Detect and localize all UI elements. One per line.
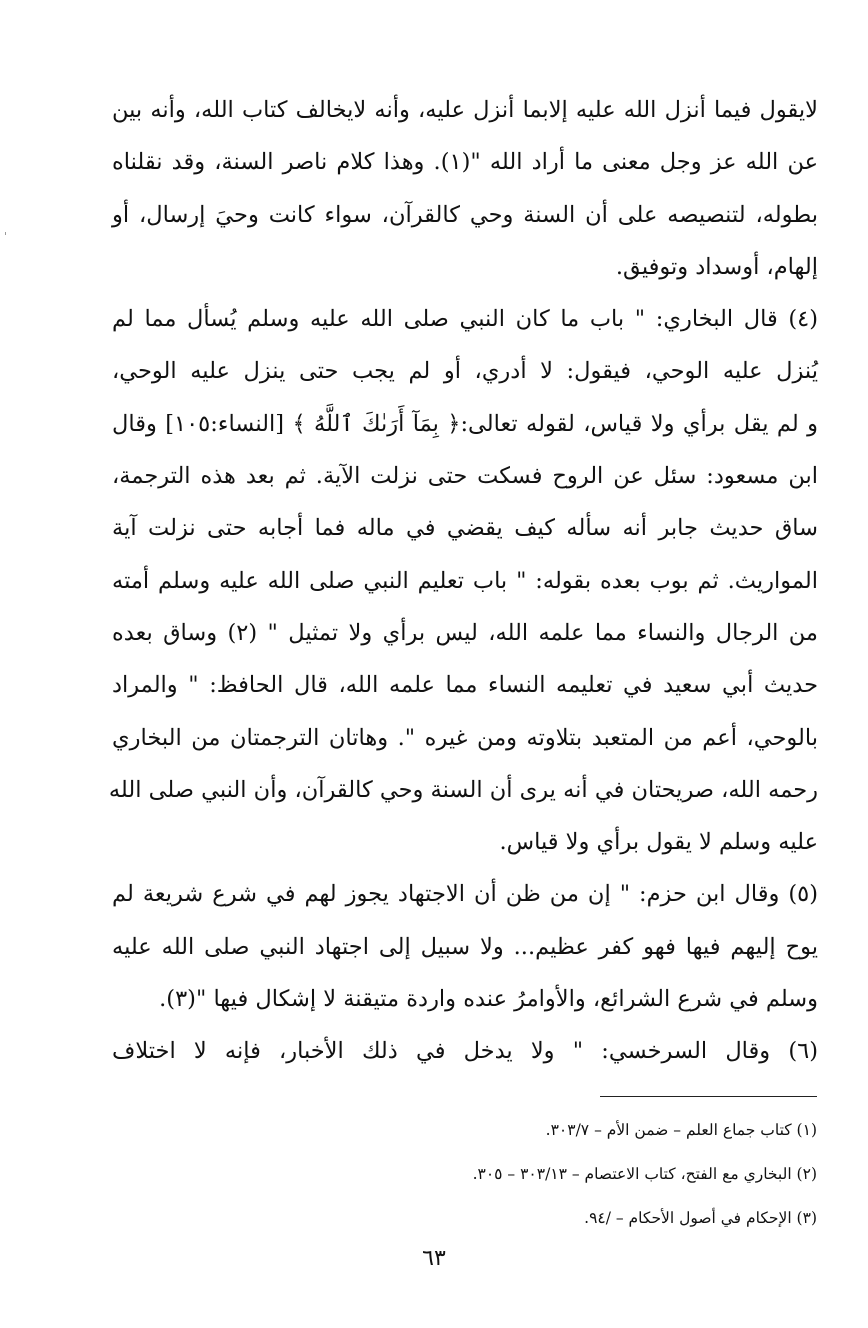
text-line: لايقول فيما أنزل الله عليه إلابما أنزل عليه، وأنه لايخالف كتاب الله، وأنه بين bbox=[112, 97, 818, 123]
text-line: (٦) وقال السرخسي: " ولا يدخل في ذلك الأخبار، فإنه لا اختلاف bbox=[112, 1038, 818, 1065]
text-line: يوح إليهم فيها فهو كفر عظيم... ولا سبيل إلى اجتهاد النبي صلى الله عليه bbox=[112, 933, 818, 960]
footnotes bbox=[300, 1108, 817, 1240]
margin-mark bbox=[5, 232, 6, 235]
text-line: من الرجال والنساء مما علمه الله، ليس برأي ولا تمثيل " (٢) وساق بعده bbox=[112, 619, 818, 646]
text-line: إلهام، أوسداد وتوفيق. bbox=[615, 253, 818, 280]
text-line: عن الله عز وجل معنى ما أراد الله "(١). وهذا كلام ناصر السنة، وقد نقلناه bbox=[112, 149, 818, 176]
text-line: و لم يقل برأي ولا قياس، لقوله تعالى:﴿ بِمَآ أَرَىٰكَ ٱللَّهُ ﴾ [النساء:١٠٥] وقال bbox=[112, 410, 818, 437]
footnote: (١) كتاب جماع العلم – ضمن الأم – ٣٠٣/٧. bbox=[545, 1121, 817, 1139]
text-line: ساق حديث جابر أنه سأله كيف يقضي في ماله فما أجابه حتى نزلت آية bbox=[112, 515, 818, 542]
footnote: (٣) الإحكام في أصول الأحكام – /٩٤. bbox=[584, 1209, 817, 1227]
text-line: وسلم في شرع الشرائع، والأوامرُ عنده واردة متيقنة لا إشكال فيها "(٣). bbox=[159, 986, 818, 1013]
body-text bbox=[108, 84, 818, 1078]
text-line: يُنزل عليه الوحي، فيقول: لا أدري، أو لم يجب حتى ينزل عليه الوحي، bbox=[112, 358, 818, 385]
footnote-separator bbox=[600, 1096, 817, 1097]
text-line: عليه وسلم لا يقول برأي ولا قياس. bbox=[499, 829, 818, 856]
text-line: بطوله، لتنصيصه على أن السنة وحي كالقرآن، سواء كانت وحيَ إرسال، أو bbox=[112, 201, 818, 228]
text-line: ابن مسعود: سئل عن الروح فسكت حتى نزلت الآية. ثم بعد هذه الترجمة، bbox=[112, 463, 818, 490]
text-line: (٤) قال البخاري: " باب ما كان النبي صلى الله عليه وسلم يُسأل مما لم bbox=[112, 306, 818, 333]
text-line: (٥) وقال ابن حزم: " إن من ظن أن الاجتهاد يجوز لهم في شرع شريعة لم bbox=[112, 881, 818, 908]
footnote: (٢) البخاري مع الفتح، كتاب الاعتصام – ٣٠٣/١٣ – ٣٠٥. bbox=[472, 1165, 817, 1183]
page-number: ٦٣ bbox=[422, 1246, 446, 1271]
text-line: المواريث. ثم بوب بعده بقوله: " باب تعليم النبي صلى الله عليه وسلم أمته bbox=[112, 567, 818, 594]
text-line: بالوحي، أعم من المتعبد بتلاوته ومن غيره ". وهاتان الترجمتان من البخاري bbox=[112, 724, 818, 751]
text-line: حديث أبي سعيد في تعليمه النساء مما علمه الله، قال الحافظ: " والمراد bbox=[112, 672, 818, 699]
text-line: رحمه الله، صريحتان في أنه يرى أن السنة وحي كالقرآن، وأن النبي صلى الله bbox=[108, 776, 818, 803]
